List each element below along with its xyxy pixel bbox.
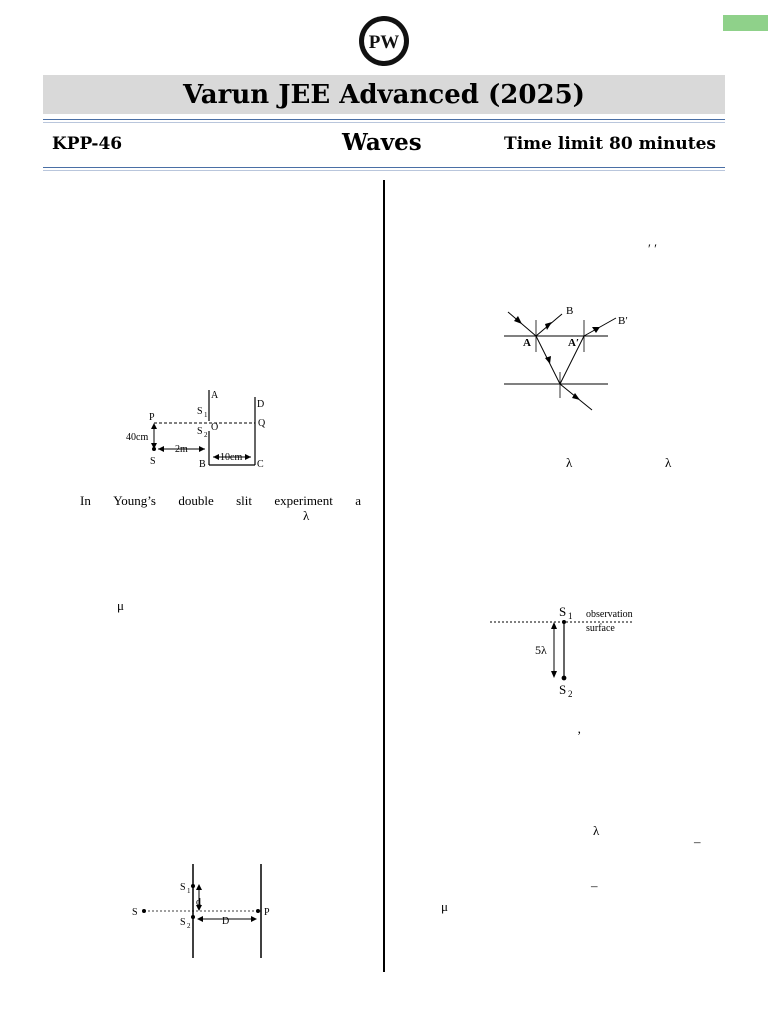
word: experiment xyxy=(274,493,333,508)
fig4-label-5lambda: 5λ xyxy=(535,643,547,657)
fig2-label-a-prime: A′ xyxy=(568,337,580,349)
stray-marks: ′ ′ xyxy=(648,241,657,256)
fig1-label-d: D xyxy=(257,399,265,410)
figure-screens-diagram xyxy=(120,385,280,475)
fig1-label-40cm: 40cm xyxy=(126,432,149,443)
word: double xyxy=(178,493,214,508)
fig1-label-a: A xyxy=(211,390,219,401)
fig3-label-s: S xyxy=(132,907,138,918)
dash-mark: – xyxy=(694,834,701,849)
lambda-symbol: λ xyxy=(593,823,600,838)
fig1-label-s: S xyxy=(150,456,156,467)
lambda-symbol: λ xyxy=(303,508,310,523)
mu-symbol: μ xyxy=(117,598,124,613)
fig1-label-o: O xyxy=(211,422,219,433)
figure-observation-surface xyxy=(488,600,648,702)
fig2-label-a: A xyxy=(523,337,531,349)
comma-mark: ’ xyxy=(577,728,582,743)
fig1-label-s2: S xyxy=(197,426,203,437)
header-rule-bottom xyxy=(43,167,725,168)
header-rule-bottom-2 xyxy=(43,170,725,171)
lambda-symbol: λ xyxy=(566,455,573,470)
fig3-label-s1-sub: 1 xyxy=(187,887,191,895)
fig2-label-b-prime: B′ xyxy=(618,315,628,327)
pw-logo xyxy=(358,15,410,67)
fig3-label-d: d xyxy=(196,897,201,908)
fig4-label-s1-sub: 1 xyxy=(568,611,573,621)
word: a xyxy=(355,493,361,508)
fig1-label-s1: S xyxy=(197,406,203,417)
fig4-label-s1: S xyxy=(559,604,567,619)
lambda-symbol: λ xyxy=(665,455,672,470)
fig3-label-p: P xyxy=(264,907,270,918)
fig1-label-c: C xyxy=(257,459,264,470)
fig4-label-s2: S xyxy=(559,682,567,697)
fig1-label-10cm: 10cm xyxy=(220,452,243,463)
page-title: Varun JEE Advanced (2025) xyxy=(43,75,725,114)
word: Young’s xyxy=(113,493,156,508)
fig4-label-s2-sub: 2 xyxy=(568,689,573,699)
fig1-label-s1-sub: 1 xyxy=(204,411,208,419)
fig1-label-s2-sub: 2 xyxy=(204,431,208,439)
logo-text: PW xyxy=(368,32,400,53)
kpp-number: KPP-46 xyxy=(52,134,123,154)
time-limit: Time limit 80 minutes xyxy=(504,134,716,154)
fig3-label-s1: S xyxy=(180,882,186,893)
column-divider xyxy=(383,180,385,972)
fig4-label-observation: observation xyxy=(586,609,633,620)
fig3-label-s2-sub: 2 xyxy=(187,922,191,930)
word: In xyxy=(80,493,91,508)
fig4-label-surface: surface xyxy=(586,623,615,634)
fig2-label-b: B xyxy=(566,305,574,317)
fig1-label-2m: 2m xyxy=(175,444,188,455)
figure-double-slit xyxy=(128,862,288,962)
topic-title: Waves xyxy=(342,129,422,156)
fig1-label-q: Q xyxy=(258,418,266,429)
header-rule-top-2 xyxy=(43,122,725,123)
header-rule-top xyxy=(43,119,725,120)
fig1-label-b: B xyxy=(199,459,206,470)
fig3-label-D: D xyxy=(222,916,230,927)
word: slit xyxy=(236,493,252,508)
figure-reflection-diagram xyxy=(500,300,650,415)
corner-tab xyxy=(723,15,768,31)
question-line-ydse xyxy=(80,493,361,509)
fig3-label-s2: S xyxy=(180,917,186,928)
fig1-label-p: P xyxy=(149,412,155,423)
mu-symbol: μ xyxy=(441,899,448,914)
dash-mark: – xyxy=(591,878,598,893)
